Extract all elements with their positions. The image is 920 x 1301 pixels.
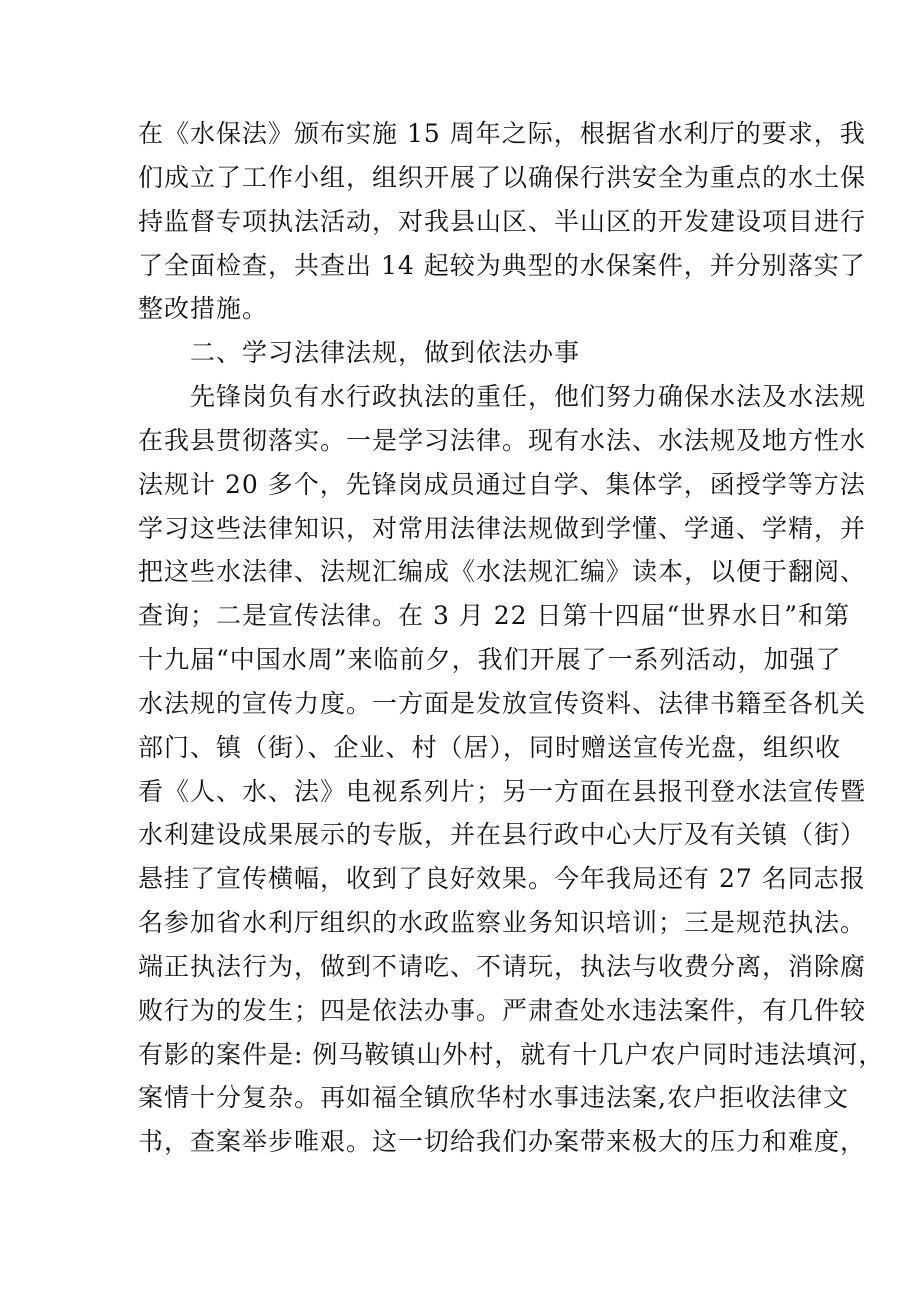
body-text-line bbox=[0, 1035, 920, 1075]
line-text: 看《人、水、法》电视系列片；另一方面在县报刊登水法宣传暨 bbox=[138, 777, 867, 806]
line-text: 们成立了工作小组，组织开展了以确保行洪安全为重点的水土保 bbox=[138, 163, 867, 192]
line-text: 悬挂了宣传横幅，收到了良好效果。今年我局还有 27 名同志报 bbox=[138, 864, 866, 893]
line-text: 书，查案举步唯艰。这一切给我们办案带来极大的压力和难度， bbox=[138, 1127, 867, 1156]
line-text: 整改措施。 bbox=[138, 294, 269, 323]
body-text-line bbox=[0, 1122, 920, 1162]
body-text-line bbox=[0, 377, 920, 417]
section-heading bbox=[0, 333, 920, 373]
body-text-line bbox=[0, 1078, 920, 1118]
body-text-line bbox=[0, 728, 920, 768]
line-text: 查询；二是宣传法律。在 3 月 22 日第十四届“世界水日”和第 bbox=[138, 601, 851, 630]
line-text: 案情十分复杂。再如福全镇欣华村水事违法案,农户拒收法律文 bbox=[138, 1083, 849, 1112]
line-text: 端正执法行为，做到不请吃、不请玩，执法与收费分离，消除腐 bbox=[138, 952, 867, 981]
line-text: 水法规的宣传力度。一方面是发放宣传资料、法律书籍至各机关 bbox=[138, 689, 867, 718]
body-text-line bbox=[0, 421, 920, 461]
line-text: 名参加省水利厅组织的水政监察业务知识培训；三是规范执法。 bbox=[138, 908, 867, 937]
section-heading-text: 二、学习法律法规，做到依法办事 bbox=[190, 338, 581, 367]
body-text-line bbox=[0, 465, 920, 505]
body-text-line bbox=[0, 991, 920, 1031]
body-text-line bbox=[0, 640, 920, 680]
line-text: 十九届“中国水周”来临前夕，我们开展了一系列活动，加强了 bbox=[138, 645, 842, 674]
body-text-line bbox=[0, 158, 920, 198]
body-text-line bbox=[0, 114, 920, 154]
body-text-line bbox=[0, 246, 920, 286]
line-text: 把这些水法律、法规汇编成《水法规汇编》读本，以便于翻阅、 bbox=[138, 557, 867, 586]
line-text: 在我县贯彻落实。一是学习法律。现有水法、水法规及地方性水 bbox=[138, 426, 867, 455]
body-text-line bbox=[0, 596, 920, 636]
line-text: 败行为的发生；四是依法办事。严肃查处水违法案件，有几件较 bbox=[138, 996, 867, 1025]
body-text-line bbox=[0, 289, 920, 329]
line-text: 学习这些法律知识，对常用法律法规做到学懂、学通、学精，并 bbox=[138, 514, 867, 543]
line-text: 水利建设成果展示的专版，并在县行政中心大厅及有关镇（街） bbox=[138, 820, 867, 849]
line-text: 有影的案件是: 例马鞍镇山外村，就有十几户农户同时违法填河， bbox=[138, 1040, 885, 1069]
body-text-line bbox=[0, 509, 920, 549]
line-text: 了全面检查，共查出 14 起较为典型的水保案件，并分别落实了 bbox=[138, 251, 866, 280]
body-text-line bbox=[0, 552, 920, 592]
body-text-line bbox=[0, 947, 920, 987]
line-text: 在《水保法》颁布实施 15 周年之际，根据省水利厅的要求，我 bbox=[138, 119, 866, 148]
body-text-line bbox=[0, 772, 920, 812]
body-text-line bbox=[0, 684, 920, 724]
line-text: 持监督专项执法活动，对我县山区、半山区的开发建设项目进行 bbox=[138, 207, 867, 236]
line-text: 先锋岗负有水行政执法的重任，他们努力确保水法及水法规 bbox=[190, 382, 867, 411]
line-text: 部门、镇（街）、企业、村（居），同时赠送宣传光盘，组织收 bbox=[138, 733, 842, 762]
line-text: 法规计 20 多个，先锋岗成员通过自学、集体学，函授学等方法 bbox=[138, 470, 866, 499]
body-text-line bbox=[0, 903, 920, 943]
body-text-line bbox=[0, 859, 920, 899]
body-text-line bbox=[0, 202, 920, 242]
body-text-line bbox=[0, 815, 920, 855]
